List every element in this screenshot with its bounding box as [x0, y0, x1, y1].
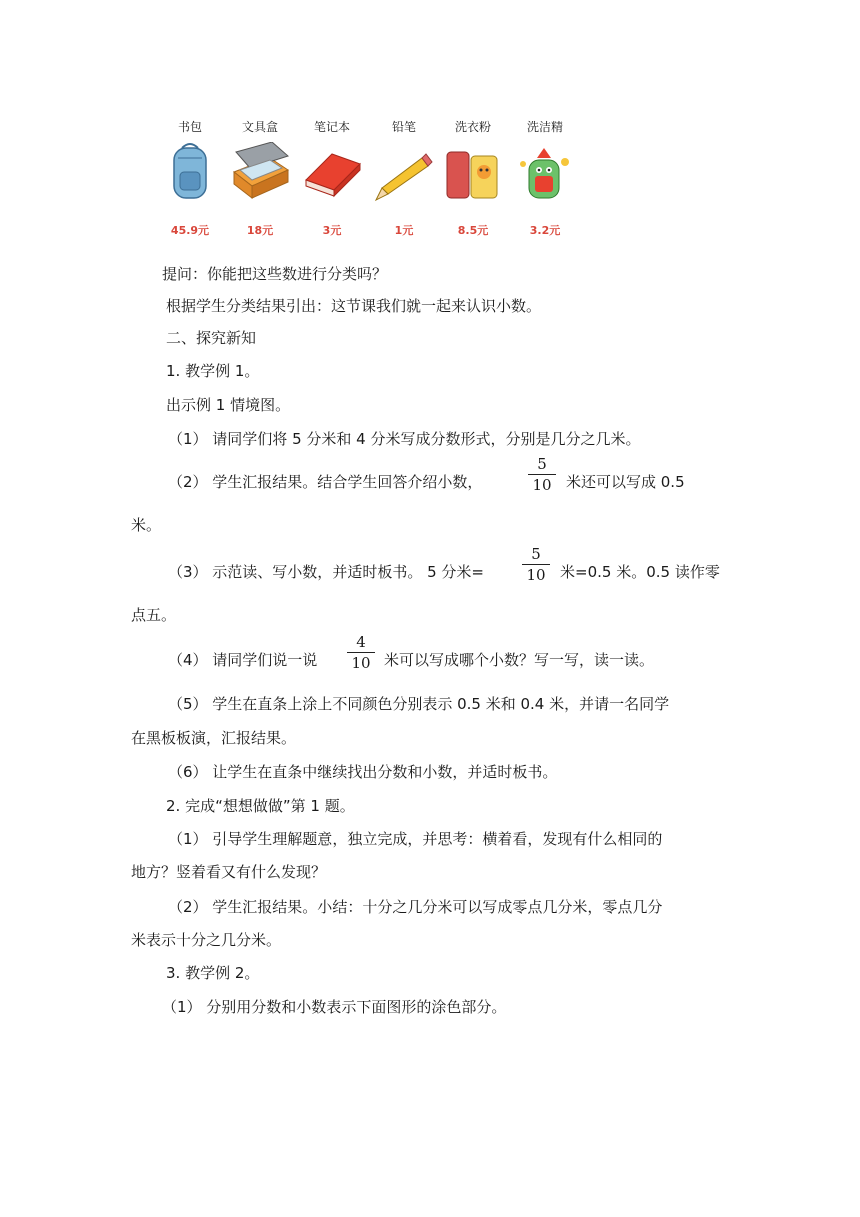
fraction-5-10 — [522, 545, 550, 584]
paragraph-6: （6） 让学生在直条中继续找出分数和小数，并适时板书。 — [168, 763, 558, 781]
fraction-bar — [347, 652, 375, 653]
question-2-part-b: 米表示十分之几分米。 — [131, 931, 282, 949]
product-price: 45.9元 — [170, 224, 210, 237]
step-3-heading: 3. 教学例 2。 — [166, 964, 260, 982]
product-name: 笔记本 — [313, 120, 350, 134]
dish-soap-icon — [515, 142, 575, 204]
fraction-numerator: 4 — [356, 633, 366, 651]
question-line: 提问：你能把这些数进行分类吗？ — [162, 265, 388, 283]
product-name: 书包 — [177, 120, 202, 134]
fraction-bar — [528, 474, 556, 475]
product-price: 8.5元 — [457, 224, 489, 237]
paragraph-4-part-b: 米可以写成哪个小数？写一写，读一读。 — [384, 651, 655, 669]
paragraph-3-part-c: 点五。 — [131, 606, 177, 624]
fraction-denominator: 10 — [351, 654, 371, 672]
paragraph-3-part-a: （3） 示范读、写小数，并适时板书。 5 分米= — [168, 563, 484, 581]
fraction-5-10 — [528, 455, 556, 494]
product-backpack — [155, 110, 225, 245]
product-name: 洗衣粉 — [454, 120, 491, 134]
fraction-numerator: 5 — [531, 545, 541, 563]
product-name: 文具盒 — [241, 120, 278, 134]
product-washing-powder — [438, 110, 508, 245]
product-pencil-case — [225, 110, 295, 245]
product-name: 铅笔 — [391, 120, 416, 134]
step-1-heading: 1. 教学例 1。 — [166, 362, 260, 380]
fraction-denominator: 10 — [532, 476, 552, 494]
step-2-heading: 2. 完成“想想做做”第 1 题。 — [166, 797, 355, 815]
product-price: 3元 — [322, 224, 342, 237]
pencil-case-icon — [230, 142, 290, 204]
paragraph-4-part-a: （4） 请同学们说一说 — [168, 651, 318, 669]
paragraph-2-part-a: （2） 学生汇报结果。结合学生回答介绍小数， — [168, 473, 483, 491]
paragraph-2-part-b: 米还可以写成 0.5 — [566, 473, 685, 491]
pencil-icon — [374, 142, 434, 204]
section-heading: 二、探究新知 — [166, 329, 257, 347]
backpack-icon — [160, 142, 220, 204]
paragraph-1: （1） 请同学们将 5 分米和 4 分米写成分数形式，分别是几分之几米。 — [168, 430, 641, 448]
product-price: 1元 — [394, 224, 414, 237]
fraction-denominator: 10 — [526, 566, 546, 584]
product-price: 3.2元 — [529, 224, 561, 237]
fraction-bar — [522, 564, 550, 565]
notebook-icon — [302, 142, 362, 204]
washing-powder-icon — [443, 142, 503, 204]
paragraph-5-part-a: （5） 学生在直条上涂上不同颜色分别表示 0.5 米和 0.4 米，并请一名同学 — [168, 695, 670, 713]
product-pencil — [369, 110, 439, 245]
product-notebook — [297, 110, 367, 245]
product-dish-soap — [510, 110, 580, 245]
step-1-intro: 出示例 1 情境图。 — [166, 396, 291, 414]
lead-line: 根据学生分类结果引出：这节课我们就一起来认识小数。 — [166, 297, 542, 315]
paragraph-3-part-b: 米=0.5 米。0.5 读作零 — [560, 563, 720, 581]
question-1-part-a: （1） 引导学生理解题意，独立完成，并思考：横着看，发现有什么相同的 — [168, 830, 663, 848]
product-price: 18元 — [246, 224, 274, 237]
product-price-strip — [155, 110, 585, 245]
paragraph-2-part-c: 米。 — [131, 516, 162, 534]
product-name: 洗洁精 — [526, 120, 563, 134]
sub-question-1: （1） 分别用分数和小数表示下面图形的涂色部分。 — [162, 998, 507, 1016]
paragraph-5-part-b: 在黑板板演，汇报结果。 — [131, 729, 297, 747]
question-2-part-a: （2） 学生汇报结果。小结：十分之几分米可以写成零点几分米，零点几分 — [168, 898, 663, 916]
fraction-4-10 — [347, 633, 375, 672]
fraction-numerator: 5 — [537, 455, 547, 473]
question-1-part-b: 地方？竖着看又有什么发现？ — [131, 863, 327, 881]
